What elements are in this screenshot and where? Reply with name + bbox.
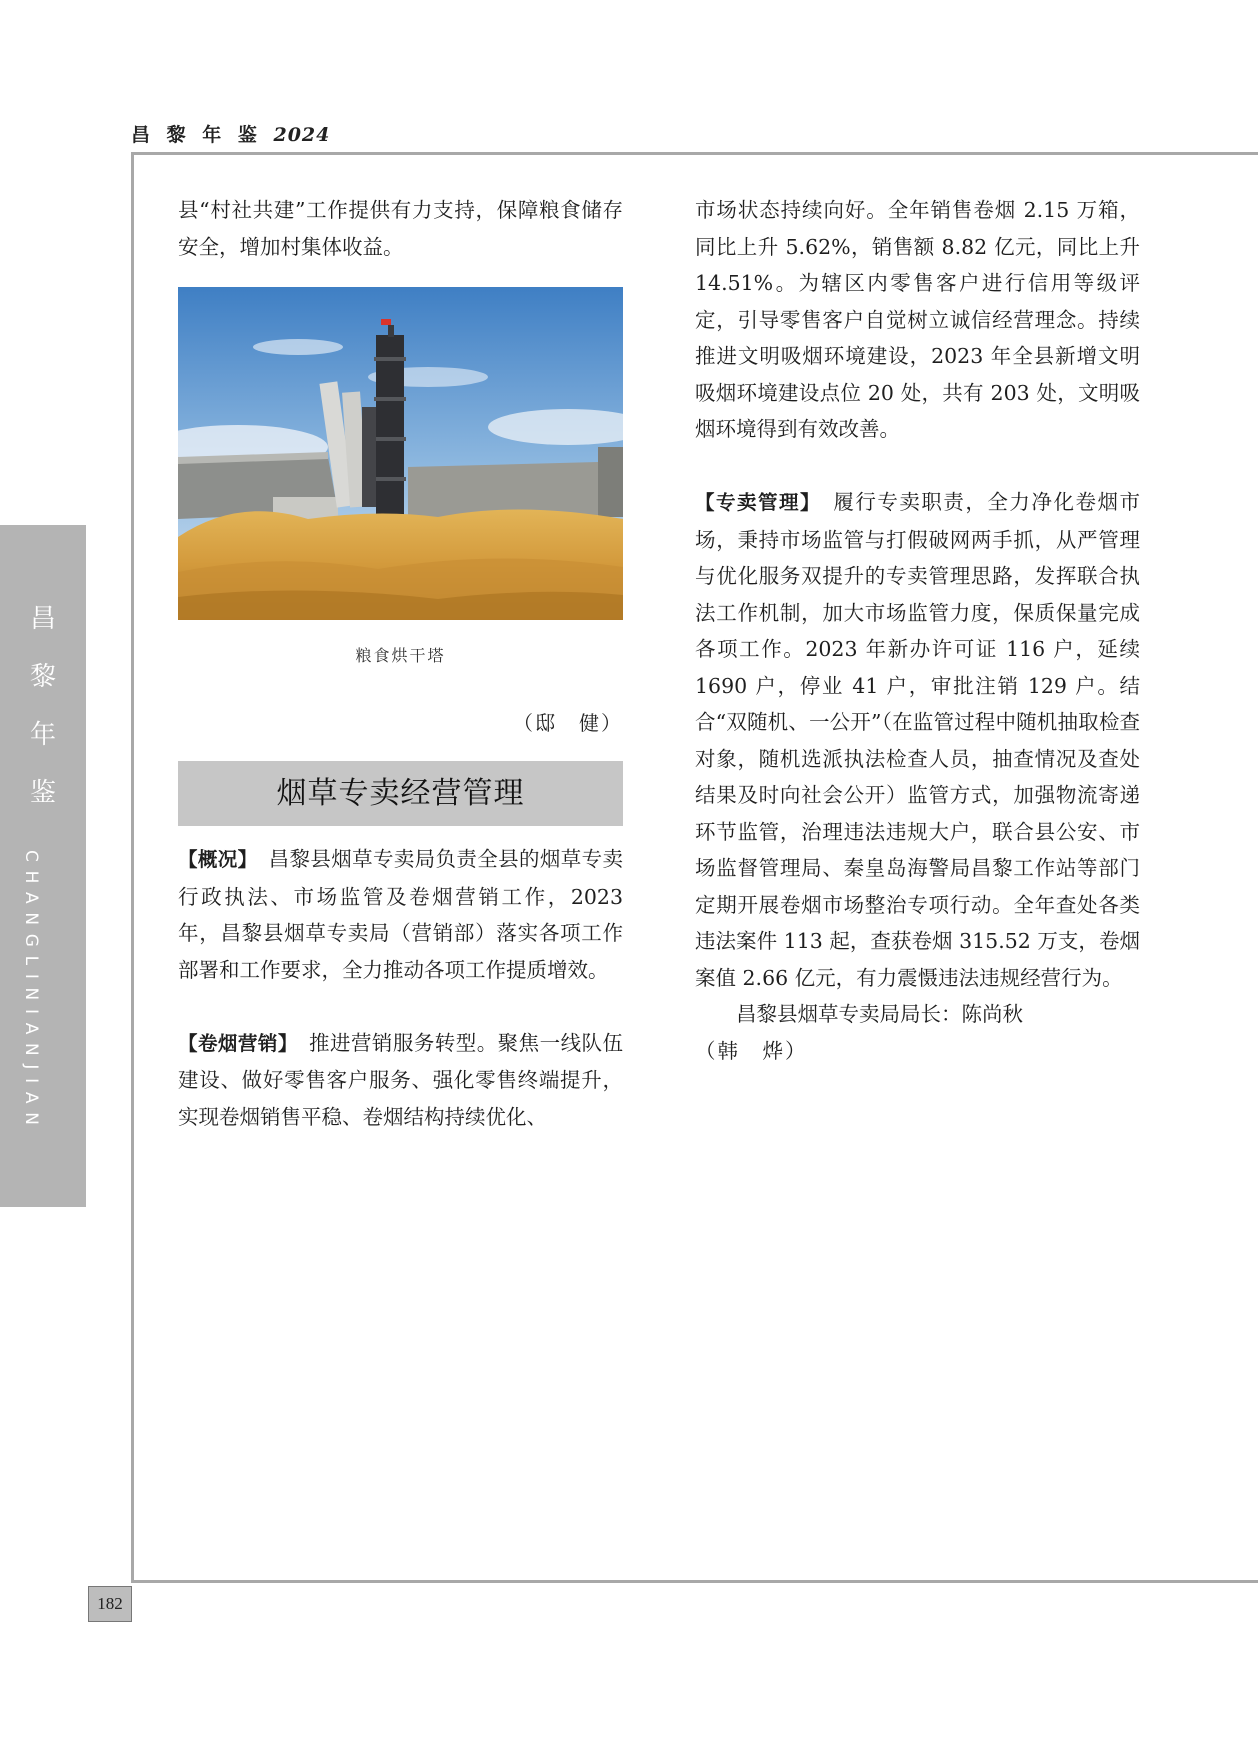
side-tab-en: CHANGLINIANJIAN (21, 850, 41, 1134)
monopoly-paragraph (695, 484, 1140, 996)
frame-top-rule (131, 152, 1258, 155)
author-right: （韩 烨） (695, 1038, 808, 1063)
overview-text: 昌黎县烟草专卖局负责全县的烟草专卖行政执法、市场监管及卷烟营销工作，2023 年，昌黎县烟草专卖局（营销部）落实各项工作部署和工作要求，全力推动各项工作提质增效。 (178, 847, 624, 982)
monopoly-tag: 【专卖管理】 (695, 491, 812, 514)
grain-dryer-photo (178, 287, 623, 620)
left-continuation-text: 县“村社共建”工作提供有力支持，保障粮食储存安全，增加村集体收益。 (178, 198, 623, 259)
director-line: 昌黎县烟草专卖局局长：陈尚秋 (736, 1002, 1023, 1026)
marketing-text: 推进营销服务转型。聚焦一线队伍建设、做好零售客户服务、强化零售终端提升，实现卷烟销售平稳、卷烟结构持续优化、 (178, 1030, 624, 1129)
grain-dryer-photo-illustration (178, 287, 623, 620)
side-tab-char: 昌 (29, 604, 56, 634)
page-number: 182 (88, 1586, 132, 1622)
running-head (131, 120, 330, 147)
left-column (178, 192, 623, 265)
overview-tag: 【概况】 (178, 848, 248, 871)
photo-caption: 粮食烘干塔 (355, 646, 446, 665)
author-left: （邸 健） (513, 711, 623, 735)
side-tab-char: 黎 (29, 662, 56, 692)
left-section-body (178, 841, 623, 1135)
frame-bottom-rule (131, 1580, 1258, 1583)
overview-paragraph (178, 841, 623, 988)
section-title: 烟草专卖经营管理 (178, 761, 623, 826)
monopoly-text: 履行专卖职责，全力净化卷烟市场，秉持市场监管与打假破网两手抓，从严管理与优化服务双提升的专卖管理思路，发挥联合执法工作机制，加大市场监管力度，保质保量完成各项工作。2023 年新办许可证 116 户，延续 1690 户，停业 41 户，审批注销 129 户。结合“双随机、一公开”（在监管过程中随机抽取检查对象，随机选派执法检查人员，抽查情况及查处结果及时向社会公开）监管方式，加强物流寄递环节监管，治理违法违规大户，联合县公安、市场监督管理局、秦皇岛海警局昌黎工作站等部门定期开展卷烟市场整治专项行动。全年查处各类违法案件 113 起，查获卷烟 315.52 万支，卷烟案值 2.66 亿元，有力震慑违法违规经营行为。 (695, 490, 1140, 990)
side-tab-char: 鉴 (29, 778, 56, 808)
side-tab-char: 年 (29, 720, 56, 750)
running-head-year: 2024 (273, 124, 331, 146)
side-tab-cn (0, 590, 86, 822)
right-continuation-text: 市场状态持续向好。全年销售卷烟 2.15 万箱，同比上升 5.62%，销售额 8.82 亿元，同比上升 14.51%。为辖区内零售客户进行信用等级评定，引导零售客户自觉树立诚信经营理念。持续推进文明吸烟环境建设，2023 年全县新增文明吸烟环境建设点位 20 处，共有 203 处，文明吸烟环境得到有效改善。 (695, 198, 1140, 441)
marketing-tag: 【卷烟营销】 (178, 1031, 289, 1055)
right-column (695, 192, 1140, 1069)
running-head-title: 昌 黎 年 鉴 (131, 124, 262, 146)
frame-left-rule (131, 152, 134, 1582)
marketing-paragraph (178, 1025, 623, 1136)
